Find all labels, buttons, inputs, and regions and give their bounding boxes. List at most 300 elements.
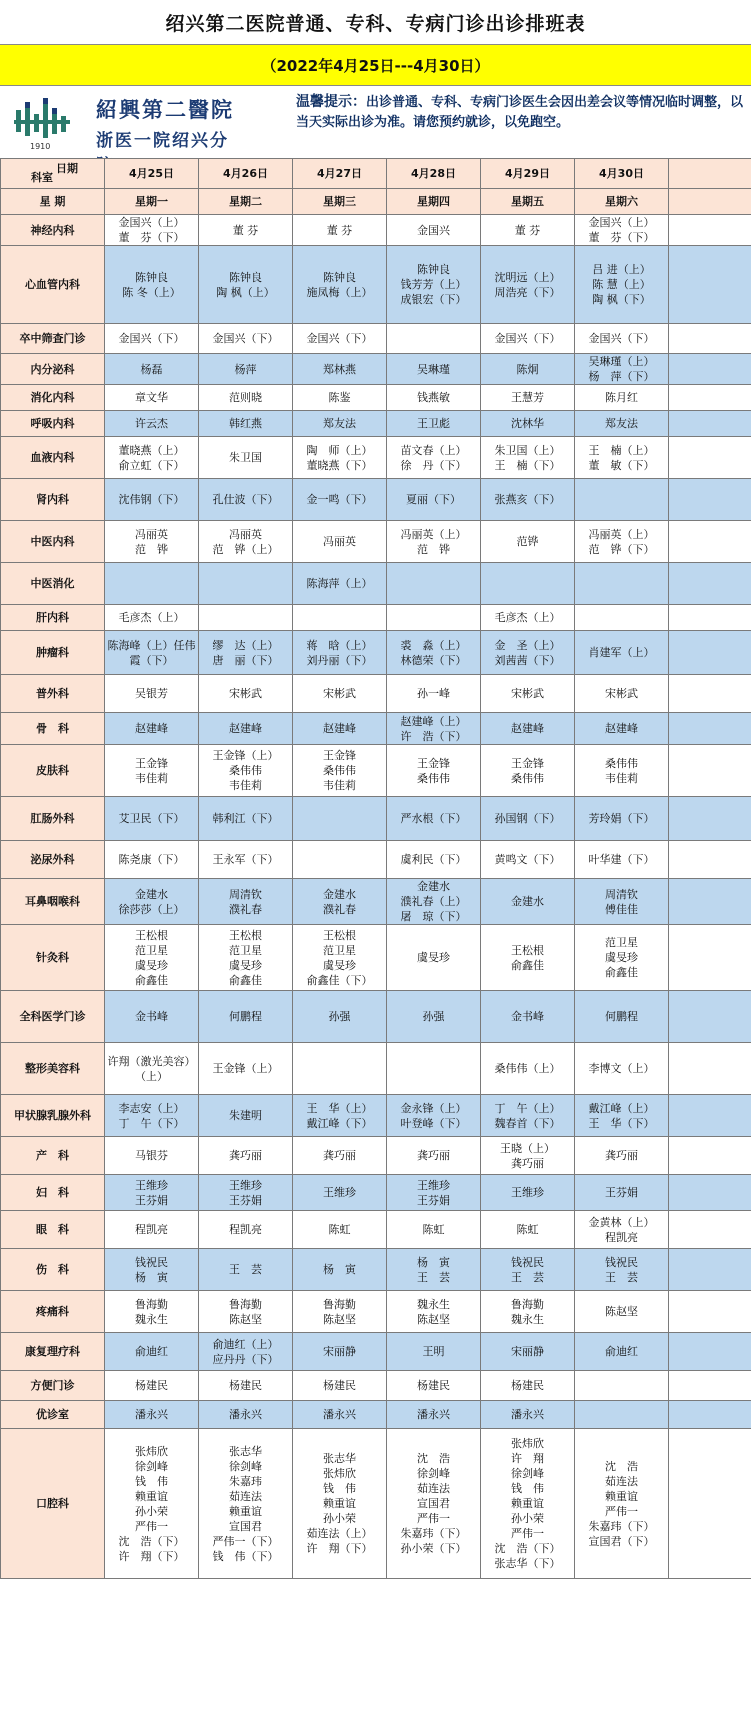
department-name: 卒中筛查门诊 [1,324,105,354]
schedule-cell: 金 圣（上） 刘茜茜（下） [481,631,575,675]
schedule-cell: 王金锋 韦佳莉 [105,745,199,797]
schedule-cell [575,563,669,605]
schedule-cell [669,246,751,324]
schedule-cell [199,563,293,605]
schedule-cell: 张炜欣 徐剑峰 钱 伟 赖重谊 孙小荣 严伟一 沈 浩（下） 许 翔（下） [105,1429,199,1579]
department-name: 全科医学门诊 [1,991,105,1043]
schedule-cell: 俞迪红 [105,1333,199,1371]
schedule-cell: 杨磊 [105,354,199,385]
date-header: 4月25日 [105,159,199,189]
schedule-cell [669,1211,751,1249]
department-name: 呼吸内科 [1,411,105,437]
department-name: 血液内科 [1,437,105,479]
schedule-cell: 王金锋（上） 桑伟伟 韦佳莉 [199,745,293,797]
schedule-cell [387,563,481,605]
schedule-cell: 吴琳瑾 [387,354,481,385]
department-name: 甲状腺乳腺外科 [1,1095,105,1137]
schedule-cell: 周清钦 傅佳佳 [575,879,669,925]
schedule-cell: 潘永兴 [105,1401,199,1429]
schedule-cell: 孙国钢（下） [481,797,575,841]
schedule-cell [669,1333,751,1371]
schedule-cell: 范卫星 虞旻珍 俞鑫佳 [575,925,669,991]
schedule-cell: 王松根 范卫星 虞旻珍 俞鑫佳 [105,925,199,991]
schedule-cell [669,713,751,745]
table-row [1,605,751,631]
schedule-cell: 赵建峰 [105,713,199,745]
schedule-cell: 金国兴（下） [199,324,293,354]
schedule-cell [669,437,751,479]
schedule-cell: 陈尧康（下） [105,841,199,879]
schedule-cell: 王明 [387,1333,481,1371]
schedule-cell: 金一鸣（下） [293,479,387,521]
department-name: 疼痛科 [1,1291,105,1333]
schedule-cell: 夏丽（下） [387,479,481,521]
table-row [1,563,751,605]
schedule-cell: 宋彬武 [481,675,575,713]
schedule-cell: 丁 午（上） 魏春首（下） [481,1095,575,1137]
schedule-cell: 鲁海勤 魏永生 [481,1291,575,1333]
schedule-cell [293,797,387,841]
schedule-cell: 戴江峰（上） 王 华（下） [575,1095,669,1137]
schedule-cell: 沈伟钢（下） [105,479,199,521]
schedule-cell: 杨萍 [199,354,293,385]
schedule-cell: 沈林华 [481,411,575,437]
header-weekday-row [1,189,751,215]
schedule-cell: 杨 寅 [293,1249,387,1291]
schedule-cell: 冯丽英 范 铧 [105,521,199,563]
schedule-cell: 沈明远（上） 周浩亮（下） [481,246,575,324]
schedule-cell [669,1095,751,1137]
schedule-cell: 钱祝民 杨 寅 [105,1249,199,1291]
schedule-cell [575,1401,669,1429]
notice [296,92,746,133]
date-header: 4月27日 [293,159,387,189]
schedule-cell [669,745,751,797]
schedule-cell: 周清钦 濮礼春 [199,879,293,925]
date-header: 4月28日 [387,159,481,189]
schedule-cell: 黄鸣文（下） [481,841,575,879]
schedule-cell: 沈 浩 徐剑峰 茹连法 宣国君 严伟一 朱嘉玮（下） 孙小荣（下） [387,1429,481,1579]
table-row [1,385,751,411]
schedule-cell: 冯丽英（上） 范 铧 [387,521,481,563]
schedule-cell: 陈虹 [387,1211,481,1249]
schedule-cell [575,1371,669,1401]
schedule-cell [669,1137,751,1175]
schedule-cell [669,605,751,631]
date-header [669,159,751,189]
schedule-cell: 王金锋 桑伟伟 [387,745,481,797]
schedule-cell: 陈月红 [575,385,669,411]
department-name: 普外科 [1,675,105,713]
department-name: 心血管内科 [1,246,105,324]
schedule-cell: 王永军（下） [199,841,293,879]
schedule-cell: 王松根 俞鑫佳 [481,925,575,991]
schedule-cell: 王 芸 [199,1249,293,1291]
schedule-cell: 吴琳瑾（上） 杨 萍（下） [575,354,669,385]
table-row [1,1095,751,1137]
department-name: 妇 科 [1,1175,105,1211]
schedule-cell [669,631,751,675]
schedule-cell: 王晓（上） 龚巧丽 [481,1137,575,1175]
schedule-cell: 冯丽英 范 铧（上） [199,521,293,563]
schedule-cell: 陈海萍（上） [293,563,387,605]
table-row [1,324,751,354]
weekday-header: 星期五 [481,189,575,215]
schedule-cell: 金黄林（上） 程凯亮 [575,1211,669,1249]
schedule-cell: 金书峰 [105,991,199,1043]
table-row [1,411,751,437]
department-name: 消化内科 [1,385,105,411]
schedule-cell: 龚巧丽 [387,1137,481,1175]
table-row [1,1429,751,1579]
page-title: 绍兴第二医院普通、专科、专病门诊出诊排班表 [165,12,586,35]
schedule-cell: 何鹏程 [199,991,293,1043]
schedule-cell: 董 芬 [293,215,387,246]
schedule-cell: 陈钟良 施凤梅（上） [293,246,387,324]
schedule-cell: 王卫彪 [387,411,481,437]
schedule-cell: 金国兴（上） 董 芬（下） [575,215,669,246]
schedule-cell: 李志安（上） 丁 午（下） [105,1095,199,1137]
schedule-cell: 苗文春（上） 徐 丹（下） [387,437,481,479]
schedule-cell: 金国兴（下） [105,324,199,354]
department-name: 整形美容科 [1,1043,105,1095]
table-row [1,841,751,879]
schedule-cell [669,991,751,1043]
date-header: 4月29日 [481,159,575,189]
department-name: 神经内科 [1,215,105,246]
table-row [1,354,751,385]
schedule-cell [669,1291,751,1333]
schedule-cell: 冯丽英（上） 范 铧（下） [575,521,669,563]
logo-name: 紹興第二醫院 [96,97,234,122]
schedule-cell: 金书峰 [481,991,575,1043]
schedule-cell: 宋彬武 [293,675,387,713]
schedule-cell [669,1175,751,1211]
weekday-header: 星期六 [575,189,669,215]
schedule-cell: 潘永兴 [481,1401,575,1429]
table-row [1,215,751,246]
corner-date-label: 日期 [56,162,78,175]
department-name: 中医内科 [1,521,105,563]
schedule-cell: 张炜欣 许 翔 徐剑峰 钱 伟 赖重谊 孙小荣 严伟一 沈 浩（下） 张志华（下） [481,1429,575,1579]
schedule-cell: 陈海峰（上）任伟霞（下） [105,631,199,675]
schedule-cell: 宋丽静 [481,1333,575,1371]
table-row [1,479,751,521]
schedule-cell: 冯丽英 [293,521,387,563]
schedule-cell [575,605,669,631]
schedule-cell: 李博文（上） [575,1043,669,1095]
schedule-cell: 金国兴（下） [481,324,575,354]
schedule-cell: 龚巧丽 [575,1137,669,1175]
logo-subtitle: 浙医一院绍兴分 [96,131,229,151]
notice-text: 出诊普通、专科、专病门诊医生会因出差会议等情况临时调整，以当天实际出诊为准。请您预约就诊，以免跑空。 [296,95,744,130]
weekday-header: 星期三 [293,189,387,215]
table-row [1,713,751,745]
schedule-cell: 陈虹 [293,1211,387,1249]
department-name: 骨 科 [1,713,105,745]
hospital-emblem-icon [12,96,76,142]
department-name: 伤 科 [1,1249,105,1291]
schedule-cell: 朱卫国（上） 王 楠（下） [481,437,575,479]
schedule-cell [387,1043,481,1095]
schedule-cell: 杨建民 [105,1371,199,1401]
schedule-cell [293,841,387,879]
schedule-cell: 王维珍 王芬娟 [199,1175,293,1211]
schedule-cell: 董 芬 [199,215,293,246]
schedule-cell: 张燕亥（下） [481,479,575,521]
table-row [1,1175,751,1211]
schedule-cell [669,521,751,563]
banner [0,86,751,158]
notice-lead: 温馨提示： [296,94,366,110]
schedule-cell: 严水根（下） [387,797,481,841]
table-row [1,1401,751,1429]
schedule-cell: 金国兴（下） [575,324,669,354]
schedule-cell: 蒋 晗（上） 刘丹丽（下） [293,631,387,675]
schedule-cell: 赵建峰 [199,713,293,745]
schedule-cell: 王松根 范卫星 虞旻珍 俞鑫佳 [199,925,293,991]
schedule-cell: 孔仕波（下） [199,479,293,521]
schedule-cell: 张志华 张炜欣 钱 伟 赖重谊 孙小荣 茹连法（上） 许 翔（下） [293,1429,387,1579]
schedule-cell: 赵建峰（上） 许 浩（下） [387,713,481,745]
schedule-cell [669,324,751,354]
schedule-cell [105,563,199,605]
corner-dept-label: 科室 [31,171,53,184]
logo-year: 1910 [30,142,51,151]
schedule-cell [481,563,575,605]
department-name: 肛肠外科 [1,797,105,841]
schedule-cell [669,1249,751,1291]
table-row [1,1211,751,1249]
schedule-cell: 杨建民 [293,1371,387,1401]
schedule-cell: 许云杰 [105,411,199,437]
schedule-cell: 王 华（上） 戴江峰（下） [293,1095,387,1137]
schedule-cell [293,605,387,631]
schedule-cell: 缪 达（上） 唐 丽（下） [199,631,293,675]
department-name: 肝内科 [1,605,105,631]
schedule-table [0,158,751,1579]
schedule-cell: 钱祝民 王 芸 [575,1249,669,1291]
schedule-cell: 俞迪红（上） 应丹丹（下） [199,1333,293,1371]
schedule-cell: 马银芬 [105,1137,199,1175]
schedule-cell [669,841,751,879]
schedule-cell: 鲁海勤 魏永生 [105,1291,199,1333]
schedule-cell: 金建水 濮礼春 [293,879,387,925]
department-name: 中医消化 [1,563,105,605]
schedule-cell: 陈赵坚 [575,1291,669,1333]
schedule-cell [669,1401,751,1429]
schedule-cell: 陈炯 [481,354,575,385]
date-range: （2022年4月25日---4月30日） [0,44,751,86]
schedule-cell: 郑友法 [293,411,387,437]
schedule-cell: 赵建峰 [575,713,669,745]
schedule-cell: 孙一峰 [387,675,481,713]
schedule-cell: 潘永兴 [293,1401,387,1429]
schedule-cell: 陶 师（上） 董晓燕（下） [293,437,387,479]
date-header: 4月26日 [199,159,293,189]
table-row [1,437,751,479]
schedule-cell [669,215,751,246]
schedule-cell: 艾卫民（下） [105,797,199,841]
schedule-cell: 何鹏程 [575,991,669,1043]
schedule-cell [669,385,751,411]
schedule-cell: 潘永兴 [387,1401,481,1429]
schedule-cell: 宋丽静 [293,1333,387,1371]
schedule-cell: 陈鉴 [293,385,387,411]
weekday-label: 星 期 [1,189,105,215]
corner-cell [1,159,105,189]
schedule-cell: 王 楠（上） 董 敏（下） [575,437,669,479]
schedule-cell: 杨建民 [387,1371,481,1401]
schedule-cell: 范则晓 [199,385,293,411]
table-row [1,797,751,841]
weekday-header: 星期四 [387,189,481,215]
schedule-cell: 王松根 范卫星 虞旻珍 俞鑫佳（下） [293,925,387,991]
schedule-cell: 王维珍 [293,1175,387,1211]
schedule-cell: 虞旻珍 [387,925,481,991]
header-date-row [1,159,751,189]
schedule-cell [669,1371,751,1401]
schedule-cell [669,1043,751,1095]
schedule-cell: 陈钟良 陈 冬（上） [105,246,199,324]
table-row [1,521,751,563]
schedule-cell: 韩利江（下） [199,797,293,841]
schedule-cell: 王慧芳 [481,385,575,411]
schedule-cell: 陈虹 [481,1211,575,1249]
schedule-cell: 吕 进（上） 陈 慧（上） 陶 枫（下） [575,246,669,324]
schedule-cell: 董 芬 [481,215,575,246]
schedule-cell: 董晓燕（上） 俞立虹（下） [105,437,199,479]
table-row [1,925,751,991]
schedule-cell: 范铧 [481,521,575,563]
department-name: 优诊室 [1,1401,105,1429]
schedule-cell [293,1043,387,1095]
schedule-cell: 金建水 濮礼春（上） 屠 琼（下） [387,879,481,925]
schedule-cell: 毛彦杰（上） [105,605,199,631]
table-row [1,675,751,713]
schedule-cell: 金国兴（上） 董 芬（下） [105,215,199,246]
weekday-header: 星期一 [105,189,199,215]
schedule-cell: 王维珍 王芬娟 [387,1175,481,1211]
schedule-cell: 吴银芳 [105,675,199,713]
schedule-cell [669,479,751,521]
department-name: 方便门诊 [1,1371,105,1401]
table-row [1,1137,751,1175]
schedule-cell: 金国兴 [387,215,481,246]
schedule-cell: 钱燕敏 [387,385,481,411]
schedule-cell: 杨建民 [481,1371,575,1401]
schedule-cell [387,605,481,631]
schedule-cell [387,324,481,354]
schedule-cell [669,879,751,925]
schedule-cell: 叶华建（下） [575,841,669,879]
schedule-cell: 郑林燕 [293,354,387,385]
schedule-cell: 金永锋（上） 叶登峰（下） [387,1095,481,1137]
schedule-cell: 许翔（激光美容）（上） [105,1043,199,1095]
schedule-cell [669,354,751,385]
weekday-header: 星期二 [199,189,293,215]
department-name: 肾内科 [1,479,105,521]
table-row [1,1333,751,1371]
schedule-cell: 王芬娟 [575,1175,669,1211]
schedule-cell: 王维珍 [481,1175,575,1211]
schedule-cell: 金国兴（下） [293,324,387,354]
schedule-cell: 王金锋 桑伟伟 韦佳莉 [293,745,387,797]
schedule-cell: 桑伟伟（上） [481,1043,575,1095]
schedule-cell [669,925,751,991]
department-name: 耳鼻咽喉科 [1,879,105,925]
schedule-cell: 王金锋（上） [199,1043,293,1095]
schedule-cell: 宋彬武 [575,675,669,713]
table-row [1,1249,751,1291]
schedule-cell: 金建水 [481,879,575,925]
schedule-cell: 朱卫国 [199,437,293,479]
schedule-cell: 鲁海勤 陈赵坚 [293,1291,387,1333]
schedule-cell [669,563,751,605]
schedule-cell: 赵建峰 [481,713,575,745]
table-row [1,745,751,797]
table-row [1,1291,751,1333]
schedule-cell: 肖建军（上） [575,631,669,675]
department-name: 内分泌科 [1,354,105,385]
schedule-cell: 金建水 徐莎莎（上） [105,879,199,925]
schedule-cell: 俞迪红 [575,1333,669,1371]
schedule-cell: 鲁海勤 陈赵坚 [199,1291,293,1333]
schedule-cell: 程凯亮 [105,1211,199,1249]
schedule-cell: 孙强 [293,991,387,1043]
department-name: 康复理疗科 [1,1333,105,1371]
schedule-cell: 孙强 [387,991,481,1043]
schedule-cell: 杨建民 [199,1371,293,1401]
schedule-cell: 龚巧丽 [293,1137,387,1175]
table-row [1,631,751,675]
table-row [1,246,751,324]
table-row [1,879,751,925]
schedule-cell: 毛彦杰（上） [481,605,575,631]
department-name: 口腔科 [1,1429,105,1579]
schedule-cell: 杨 寅 王 芸 [387,1249,481,1291]
schedule-cell: 虞利民（下） [387,841,481,879]
table-row [1,1371,751,1401]
department-name: 眼 科 [1,1211,105,1249]
weekday-header [669,189,751,215]
schedule-cell: 桑伟伟 韦佳莉 [575,745,669,797]
schedule-cell: 王金锋 桑伟伟 [481,745,575,797]
schedule-cell [669,797,751,841]
schedule-cell: 钱祝民 王 芸 [481,1249,575,1291]
schedule-cell: 王维珍 王芬娟 [105,1175,199,1211]
department-name: 皮肤科 [1,745,105,797]
schedule-cell: 魏永生 陈赵坚 [387,1291,481,1333]
table-row [1,991,751,1043]
schedule-cell: 龚巧丽 [199,1137,293,1175]
schedule-cell: 章文华 [105,385,199,411]
schedule-cell: 郑友法 [575,411,669,437]
schedule-cell: 宋彬武 [199,675,293,713]
department-name: 泌尿外科 [1,841,105,879]
schedule-cell: 张志华 徐剑峰 朱嘉玮 茹连法 赖重谊 宣国君 严伟一（下） 钱 伟（下） [199,1429,293,1579]
hospital-logo [6,90,246,154]
schedule-cell [199,605,293,631]
schedule-cell: 程凯亮 [199,1211,293,1249]
schedule-cell: 赵建峰 [293,713,387,745]
schedule-cell [669,675,751,713]
department-name: 肿瘤科 [1,631,105,675]
schedule-cell [575,479,669,521]
schedule-cell [669,411,751,437]
schedule-cell: 潘永兴 [199,1401,293,1429]
table-row [1,1043,751,1095]
